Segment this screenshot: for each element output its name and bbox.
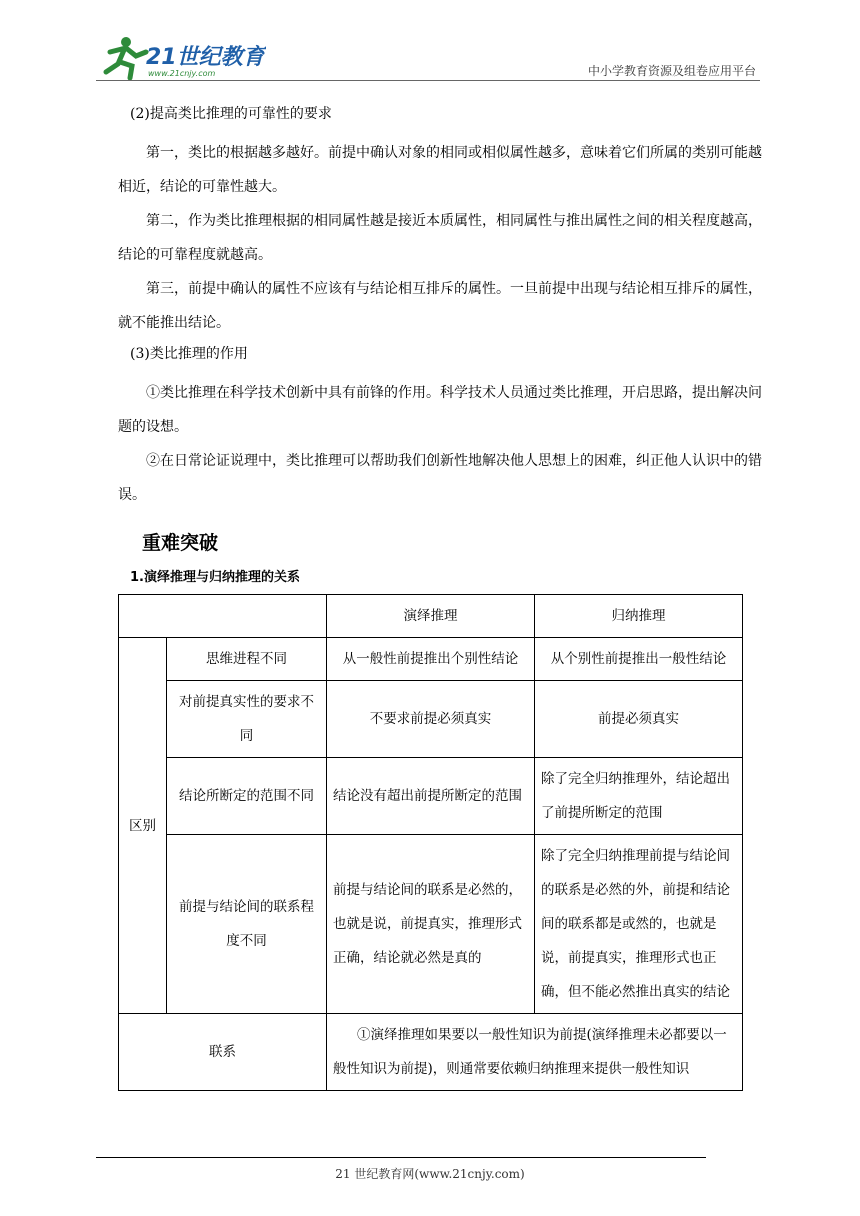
subheading-role: (3)类比推理的作用 xyxy=(130,346,248,362)
logo-text: 21世纪教育 xyxy=(146,45,265,70)
row-deductive: 前提与结论间的联系是必然的，也就是说，前提真实，推理形式正确，结论就必然是真的 xyxy=(327,835,535,1014)
row-inductive: 除了完全归纳推理外，结论超出了前提所断定的范围 xyxy=(535,758,743,835)
table-row-link xyxy=(119,1014,743,1091)
runner-icon xyxy=(106,37,146,78)
group-difference-label: 区别 xyxy=(119,638,167,1014)
link-label: 联系 xyxy=(119,1014,327,1091)
footer-divider xyxy=(96,1157,706,1158)
logo-url: www.21cnjy.com xyxy=(148,69,216,78)
row-inductive: 前提必须真实 xyxy=(535,681,743,758)
platform-label: 中小学教育资源及组卷应用平台 xyxy=(587,64,756,78)
table-row xyxy=(119,638,743,681)
paragraph-role-1: ①类比推理在科学技术创新中具有前锋的作用。科学技术人员通过类比推理，开启思路，提出解决问题的设想。 xyxy=(118,385,762,435)
paragraph-first: 第一，类比的根据越多越好。前提中确认对象的相同或相似属性越多，意味着它们所属的类别可能越相近，结论的可靠性越大。 xyxy=(118,145,762,195)
site-logo xyxy=(96,34,266,80)
row-deductive: 从一般性前提推出个别性结论 xyxy=(327,638,535,681)
row-aspect: 前提与结论间的联系程度不同 xyxy=(167,835,327,1014)
link-text: ①演绎推理如果要以一般性知识为前提(演绎推理未必都要以一般性知识为前提)，则通常要依赖归纳推理来提供一般性知识 xyxy=(327,1014,743,1091)
table-corner-cell xyxy=(119,595,327,638)
row-aspect: 思维进程不同 xyxy=(167,638,327,681)
table-caption: 1.演绎推理与归纳推理的关系 xyxy=(130,570,300,585)
section-title: 重难突破 xyxy=(142,532,219,554)
header-inductive: 归纳推理 xyxy=(535,595,743,638)
footer-text: 21 世纪教育网(www.21cnjy.com) xyxy=(335,1167,525,1181)
header-deductive: 演绎推理 xyxy=(327,595,535,638)
subheading-reliability: (2)提高类比推理的可靠性的要求 xyxy=(130,106,332,122)
page-content xyxy=(118,104,764,1091)
header-divider xyxy=(96,80,760,81)
comparison-table xyxy=(118,594,743,1091)
row-deductive: 不要求前提必须真实 xyxy=(327,681,535,758)
row-inductive: 除了完全归纳推理前提与结论间的联系是必然的外，前提和结论间的联系都是或然的，也就是说，前提真实，推理形式也正确，但不能必然推出真实的结论 xyxy=(535,835,743,1014)
row-inductive: 从个别性前提推出一般性结论 xyxy=(535,638,743,681)
paragraph-third: 第三，前提中确认的属性不应该有与结论相互排斥的属性。一旦前提中出现与结论相互排斥的属性，就不能推出结论。 xyxy=(118,281,762,331)
row-aspect: 对前提真实性的要求不同 xyxy=(167,681,327,758)
paragraph-role-2: ②在日常论证说理中，类比推理可以帮助我们创新性地解决他人思想上的困难，纠正他人认识中的错误。 xyxy=(118,453,762,503)
table-row xyxy=(119,758,743,835)
row-deductive: 结论没有超出前提所断定的范围 xyxy=(327,758,535,835)
table-header-row xyxy=(119,595,743,638)
paragraph-second: 第二，作为类比推理根据的相同属性越是接近本质属性，相同属性与推出属性之间的相关程度越高，结论的可靠程度就越高。 xyxy=(118,213,762,263)
table-row xyxy=(119,835,743,1014)
row-aspect: 结论所断定的范围不同 xyxy=(167,758,327,835)
table-row xyxy=(119,681,743,758)
